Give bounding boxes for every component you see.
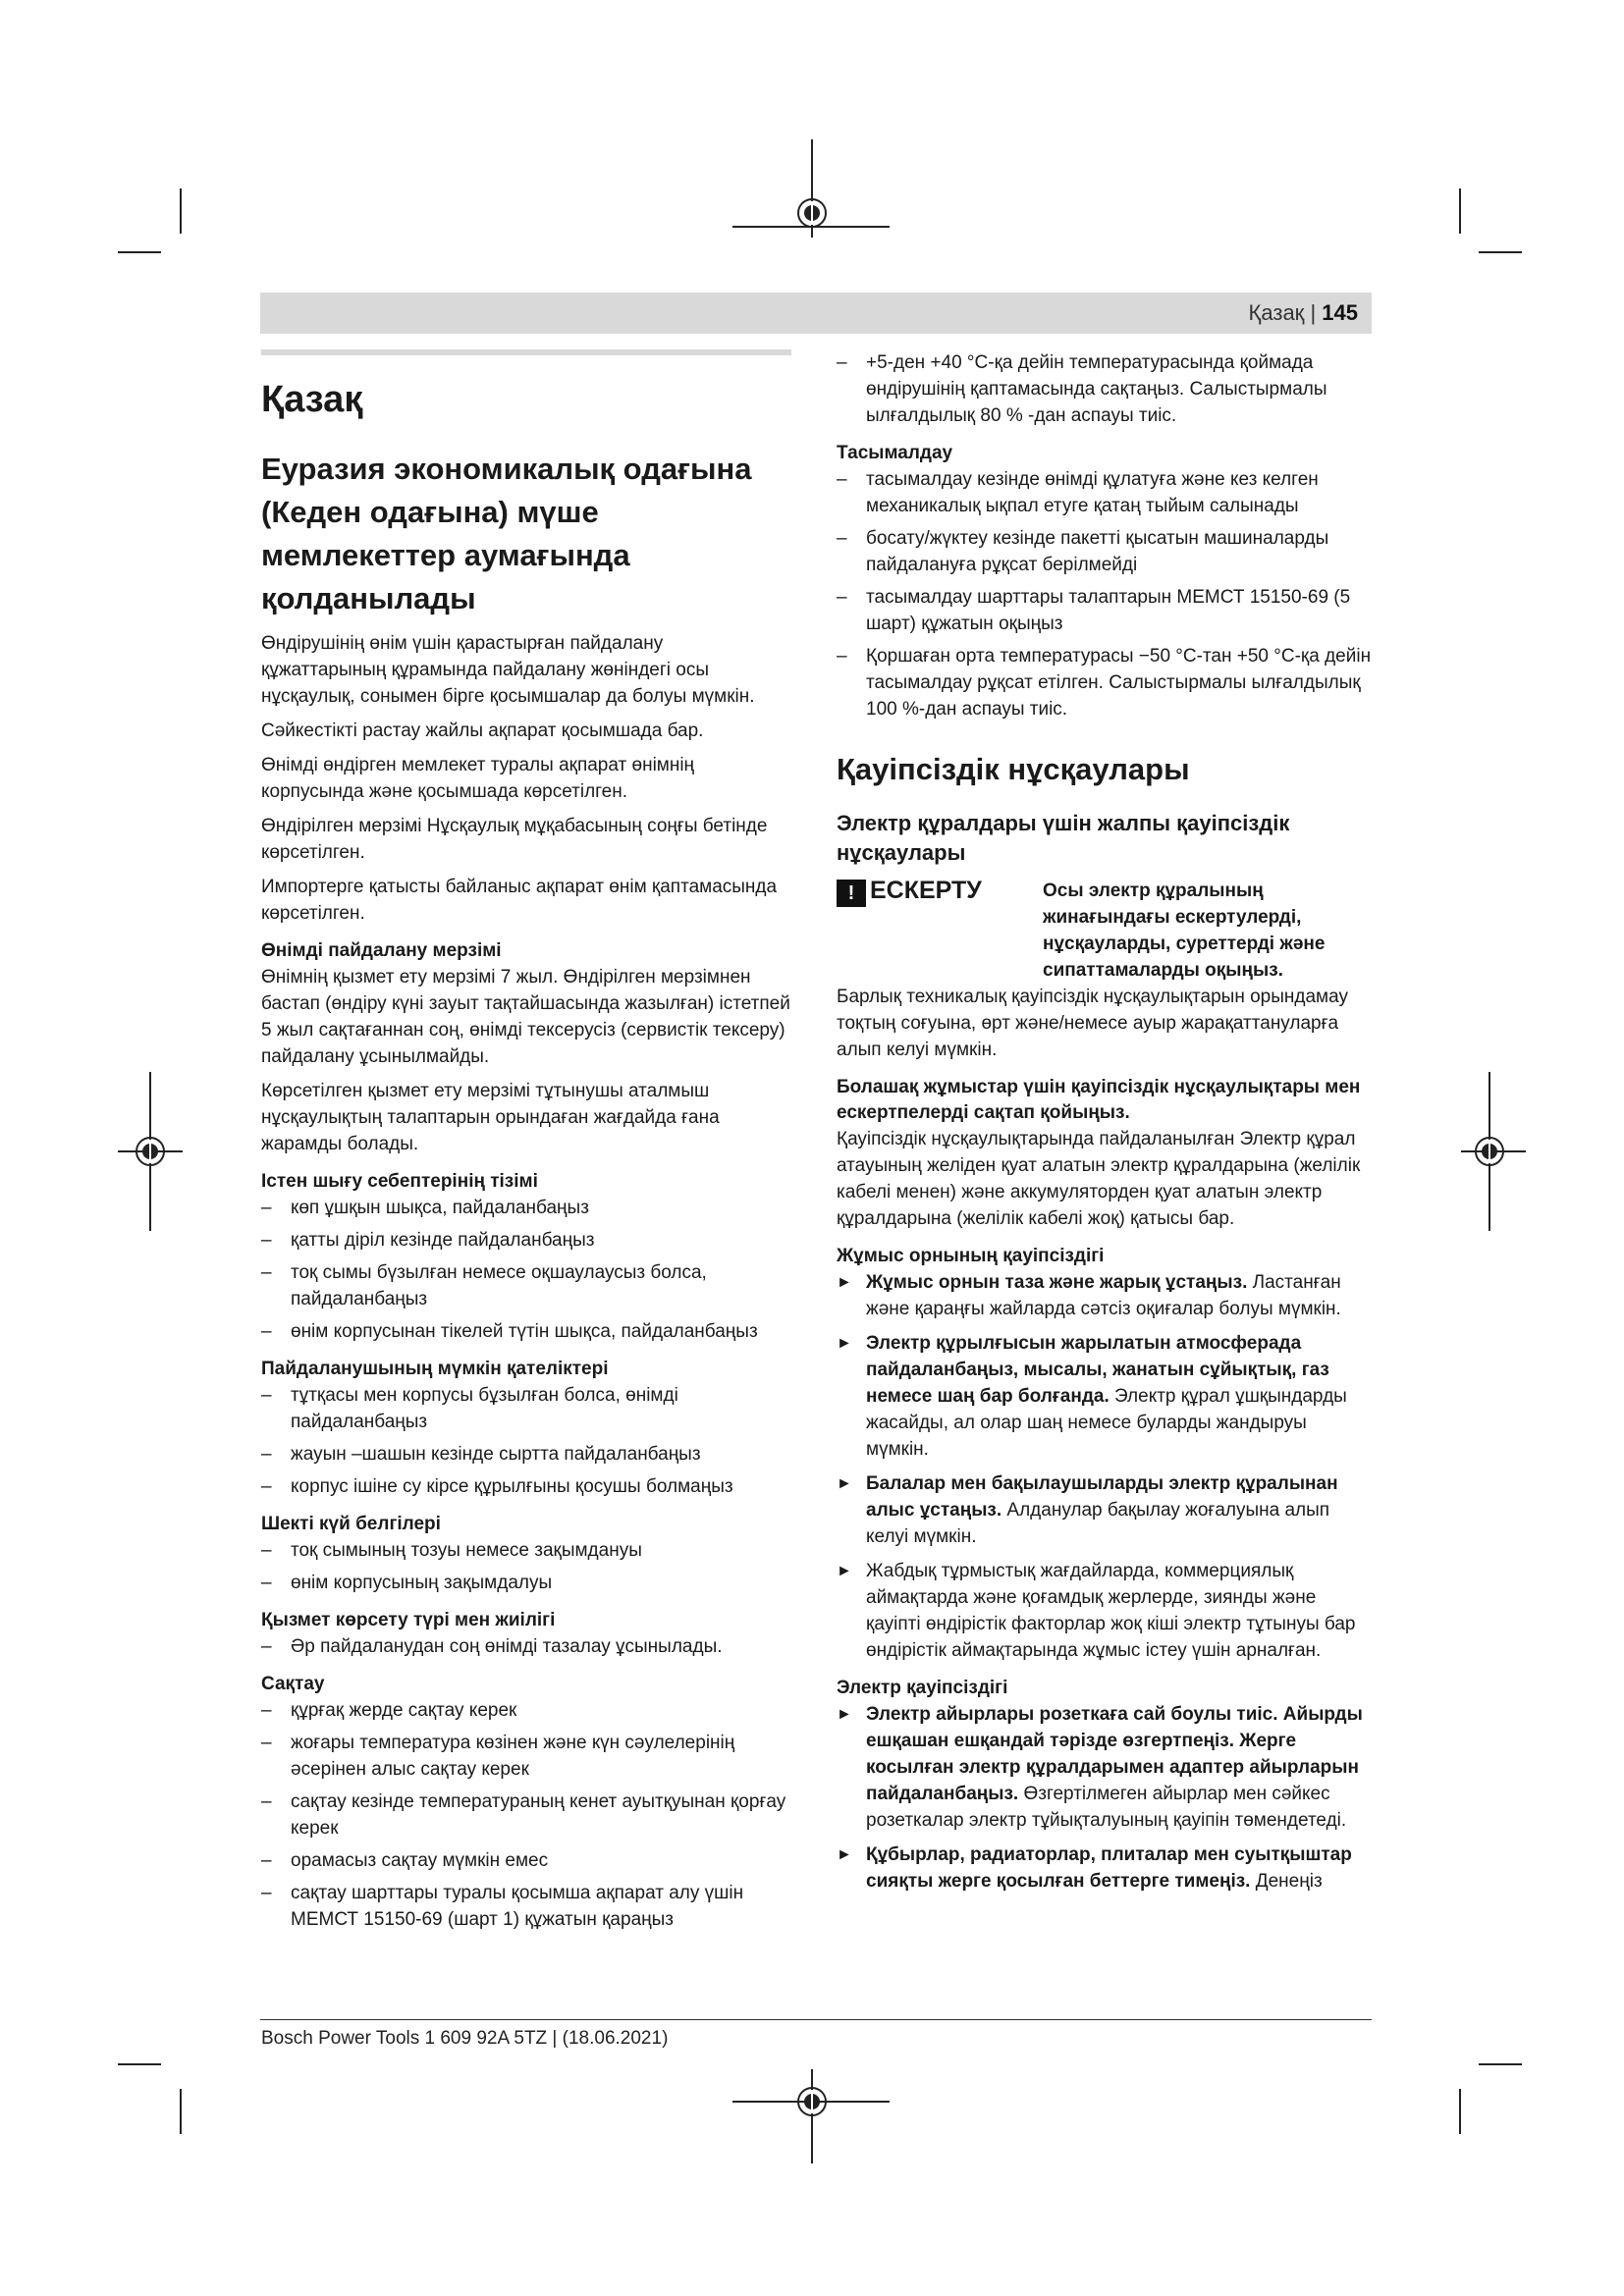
list-item bbox=[837, 1842, 1372, 1895]
list-item-text: сақтау шарттары туралы қосымша ақпарат алу үшін МЕМСТ 15150-69 (шарт 1) құжатын қараңыз bbox=[291, 1883, 744, 1930]
list-item-text: корпус ішіне су кірсе құрылғыны қосушы болмаңыз bbox=[291, 1476, 733, 1497]
dash-marker: – bbox=[837, 469, 847, 490]
list-item-bold: Құбырлар, радиаторлар, плиталар мен суытқыштар сияқты жерге қосылған беттерге тимеңіз. bbox=[866, 1844, 1352, 1892]
list-item bbox=[837, 1701, 1372, 1834]
dash-marker: – bbox=[837, 587, 847, 608]
intro-paragraph: Өндірушінің өнім үшін қарастырған пайдалану құжаттарының құрамында пайдалану жөніндегі осы нұсқаулық, сонымен бірге қосымшалар да болуы мүмкін. bbox=[261, 633, 755, 707]
list-item-text: тасымалдау шарттары талаптарын МЕМСТ 15150-69 (5 шарт) құжатын оқыңыз bbox=[866, 587, 1351, 634]
crop-mark bbox=[118, 251, 161, 253]
dash-marker: – bbox=[261, 1791, 272, 1812]
dash-marker: – bbox=[261, 1636, 272, 1657]
list-item bbox=[837, 1269, 1372, 1322]
crop-mark bbox=[1479, 2063, 1522, 2065]
list-item bbox=[261, 1847, 791, 1874]
crop-mark bbox=[180, 188, 182, 234]
list-item bbox=[837, 1558, 1372, 1664]
list-item-text: құрғақ жерде сақтау керек bbox=[291, 1700, 517, 1721]
warning-bold-text: Осы электр құралының жинағындағы ескертулерді, нұсқауларды, суреттерді және сипаттамаларды оқыңыз. bbox=[1043, 881, 1326, 981]
list-item-text: сақтау кезінде температураның кенет ауытқуынан қорғау керек bbox=[291, 1791, 786, 1839]
list-item-text: +5-ден +40 °C-қа дейін температурасында қоймада өндірушінің қаптамасында сақтаңыз. Салыстырмалы ылғалдылық 80 % -дан аспауы тиіс. bbox=[866, 352, 1327, 426]
dash-marker: – bbox=[837, 646, 847, 667]
footer-text: Bosch Power Tools 1 609 92A 5TZ | (18.06.2021) bbox=[261, 2028, 669, 2049]
electrical-safety-title: Электр қауіпсіздігі bbox=[837, 1678, 1008, 1698]
crop-mark bbox=[180, 2089, 182, 2134]
warning-text: Барлық техникалық қауіпсіздік нұсқаулықтарын орындамау тоқтың соғуына, өрт және/немесе ауыр жарақаттануларға алып келуі мүмкін. bbox=[837, 987, 1348, 1060]
list-item-text: Ластанған және қараңғы жайларда сәтсіз оқиғалар болуы мүмкін. bbox=[866, 1272, 1341, 1319]
triangle-bullet-icon: ► bbox=[837, 1475, 852, 1492]
left-column bbox=[261, 349, 791, 1939]
list-item bbox=[837, 643, 1372, 722]
triangle-bullet-icon: ► bbox=[837, 1706, 852, 1723]
header-section: Қазақ bbox=[1248, 300, 1305, 325]
list-item bbox=[261, 1382, 791, 1435]
crop-mark bbox=[1459, 188, 1461, 234]
list-item-text: тасымалдау кезінде өнімді құлатуға және кез келген механикалық ықпал етуге қатаң тыйым салынады bbox=[866, 469, 1319, 516]
list-item-text: көп ұшқын шықса, пайдаланбаңыз bbox=[291, 1198, 589, 1218]
list-item-text: Қоршаған орта температурасы −50 °C-тан +50 °C-қа дейін тасымалдау рұқсат етілген. Салыстырмалы ылғалдылық 100 %-дан аспауы тиіс. bbox=[866, 646, 1372, 720]
header-separator: | bbox=[1310, 300, 1317, 325]
list-item-text: Алданулар бақылау жоғалуына алып келуі мүмкін. bbox=[866, 1500, 1330, 1547]
list-item-text: тұтқасы мен корпусы бұзылған болса, өнімді пайдаланбаңыз bbox=[291, 1385, 678, 1432]
list-item-text: жоғары температура көзінен және күн сәулелерінің әсерінен алыс сақтау керек bbox=[291, 1733, 735, 1780]
list-item-text: өнім корпусынан тікелей түтін шықса, пайдаланбаңыз bbox=[291, 1321, 758, 1342]
usage-period-paragraph: Өнімнің қызмет ету мерзімі 7 жыл. Өндірілген мерзімнен бастап (өндіру күні зауыт тақтайшасында жазылған) істетпей 5 жыл сақтағаннан соң, өнімді тексерусіз (сервистік тексеру) пайдалану ұсынылмайды. bbox=[261, 967, 790, 1067]
list-item bbox=[261, 1537, 791, 1564]
warning-label bbox=[837, 878, 1043, 984]
dash-marker: – bbox=[837, 352, 847, 373]
list-item bbox=[837, 525, 1372, 578]
intro-paragraph: Сәйкестікті растау жайлы ақпарат қосымшада бар. bbox=[261, 721, 704, 741]
dash-marker: – bbox=[261, 1573, 272, 1593]
dash-marker: – bbox=[837, 528, 847, 549]
list-item-text: тоқ сымы бүзылған немесе оқшаулаусыз болса, пайдаланбаңыз bbox=[291, 1262, 707, 1309]
transport-title: Тасымалдау bbox=[837, 443, 953, 463]
crop-mark bbox=[118, 2063, 161, 2065]
dash-marker: – bbox=[261, 1198, 272, 1218]
triangle-bullet-icon: ► bbox=[837, 1335, 852, 1352]
registration-mark-icon bbox=[797, 198, 827, 228]
list-item bbox=[261, 1570, 791, 1596]
general-safety-title: Электр құралдары үшін жалпы қауіпсіздік нұсқаулары bbox=[837, 811, 1290, 865]
list-item-text: орамасыз сақтау мүмкін емес bbox=[291, 1850, 549, 1871]
footer-rule bbox=[260, 2019, 1372, 2020]
dash-marker: – bbox=[261, 1850, 272, 1871]
list-item-text: өнім корпусының зақымдалуы bbox=[291, 1573, 553, 1593]
list-item bbox=[261, 1730, 791, 1783]
list-item-bold: Жұмыс орнын таза және жарық ұстаңыз. bbox=[866, 1272, 1248, 1293]
list-item bbox=[261, 1697, 791, 1724]
list-item-text: қатты діріл кезінде пайдаланбаңыз bbox=[291, 1230, 595, 1251]
list-item bbox=[837, 1330, 1372, 1463]
list-item-text: Әр пайдаланудан соң өнімді тазалау ұсынылады. bbox=[291, 1636, 723, 1657]
list-item bbox=[261, 1259, 791, 1312]
list-item bbox=[261, 1227, 791, 1254]
registration-mark-icon bbox=[1475, 1137, 1504, 1166]
intro-paragraph: Импортерге қатысты байланыс ақпарат өнім қаптамасында көрсетілген. bbox=[261, 877, 778, 924]
keep-instructions-title: Болашақ жұмыстар үшін қауіпсіздік нұсқаулықтары мен ескертпелерді сақтап қойыңыз. bbox=[837, 1077, 1361, 1123]
storage-title: Сақтау bbox=[261, 1674, 325, 1694]
dash-marker: – bbox=[261, 1476, 272, 1497]
dash-marker: – bbox=[261, 1540, 272, 1561]
list-item-text: Электр құрал ұшқындарды жасайды, ал олар шаң немесе буларды жандыруы мүмкін. bbox=[866, 1386, 1347, 1460]
list-item-bold: Электр құрылғысын жарылатын атмосферада пайдаланбаңыз, мысалы, жанатын сұйықтық, газ немесе шаң бар болғанда. bbox=[866, 1333, 1329, 1407]
service-title: Қызмет көрсету түрі мен жиілігі bbox=[261, 1610, 556, 1630]
crop-mark bbox=[811, 2069, 813, 2163]
list-item-text: жауын –шашын кезінде сыртта пайдаланбаңыз bbox=[291, 1444, 701, 1465]
registration-mark-icon bbox=[797, 2087, 827, 2116]
dash-marker: – bbox=[261, 1444, 272, 1465]
list-item bbox=[261, 1195, 791, 1221]
registration-mark-icon bbox=[135, 1137, 165, 1166]
crop-mark bbox=[1459, 2089, 1461, 2134]
triangle-bullet-icon: ► bbox=[837, 1563, 852, 1579]
list-item-text: тоқ сымының тозуы немесе зақымдануы bbox=[291, 1540, 642, 1561]
keep-instructions-text: Қауіпсіздік нұсқаулықтарында пайдаланылған Электр құрал атауының желіден қуат алатын электр құралдарына (желілік кабелі менен) және аккумуляторден қуат алатын электр құралдарына (желілік кабелі жоқ) қатысы бар. bbox=[837, 1129, 1361, 1229]
workplace-safety-title: Жұмыс орнының қауіпсіздігі bbox=[837, 1246, 1105, 1266]
usage-period-paragraph: Көрсетілген қызмет ету мерзімі тұтынушы аталмыш нұсқаулықтың талаптарын орындаған жағдайда ғана жарамды болады. bbox=[261, 1081, 720, 1154]
crop-mark bbox=[1479, 251, 1522, 253]
list-item bbox=[261, 1880, 791, 1933]
warning-label-text: ЕСКЕРТУ bbox=[870, 877, 982, 904]
warning-triangle-icon: ! bbox=[837, 880, 866, 907]
dash-marker: – bbox=[261, 1883, 272, 1903]
page-header bbox=[260, 293, 1372, 334]
intro-paragraph: Өндірілген мерзімі Нұсқаулық мұқабасының соңғы бетінде көрсетілген. bbox=[261, 816, 768, 863]
list-item bbox=[837, 584, 1372, 637]
intro-paragraph: Өнімді өндірген мемлекет туралы ақпарат өнімнің корпусында және қосымшада көрсетілген. bbox=[261, 755, 695, 802]
triangle-bullet-icon: ► bbox=[837, 1846, 852, 1863]
list-item bbox=[261, 1441, 791, 1468]
user-errors-title: Пайдаланушының мүмкін қателіктері bbox=[261, 1359, 609, 1379]
list-item-text: Денеңіз bbox=[1250, 1871, 1323, 1892]
list-item-text: Өзгертілмеген айырлар мен сәйкес розеткалар электр тұйықталуының қауіпін төмендетеді. bbox=[866, 1784, 1347, 1831]
list-item bbox=[837, 466, 1372, 519]
limit-signs-title: Шекті күй белгілері bbox=[261, 1514, 441, 1534]
section-title: Еуразия экономикалық одағына (Кеден одағына) мүше мемлекеттер аумағында қолданылады bbox=[261, 452, 752, 615]
list-item bbox=[261, 1318, 791, 1345]
dash-marker: – bbox=[261, 1385, 272, 1406]
dash-marker: – bbox=[261, 1700, 272, 1721]
list-item bbox=[837, 349, 1372, 429]
page-number: 145 bbox=[1322, 300, 1358, 325]
list-item bbox=[261, 1633, 791, 1660]
language-title: Қазақ bbox=[261, 379, 363, 420]
header-text bbox=[1249, 300, 1358, 326]
dash-marker: – bbox=[261, 1733, 272, 1753]
dash-marker: – bbox=[261, 1321, 272, 1342]
list-item bbox=[261, 1789, 791, 1842]
dash-marker: – bbox=[261, 1230, 272, 1251]
right-column bbox=[837, 349, 1372, 1902]
list-item bbox=[837, 1470, 1372, 1550]
list-item-bold: Балалар мен бақылаушыларды электр құралынан алыс ұстаңыз. bbox=[866, 1473, 1338, 1521]
list-item-text: босату/жүктеу кезінде пакетті қысатын машиналарды пайдалануға рұқсат берілмейді bbox=[866, 528, 1329, 575]
warning-block bbox=[837, 878, 1372, 984]
list-item bbox=[261, 1473, 791, 1500]
failure-causes-title: Істен шығу себептерінің тізімі bbox=[261, 1171, 538, 1192]
list-item-bold: Электр айырлары розеткаға сай боулы тиіс. Айырды ешқашан ешқандай тәрізде өзгертпеңіз. Жерге косылған электр құралдарымен адаптер айырларын пайдаланбаңыз. bbox=[866, 1704, 1363, 1804]
triangle-bullet-icon: ► bbox=[837, 1274, 852, 1291]
usage-period-title: Өнімді пайдалану мерзімі bbox=[261, 940, 502, 961]
dash-marker: – bbox=[261, 1262, 272, 1283]
safety-title: Қауіпсіздік нұсқаулары bbox=[837, 752, 1190, 786]
list-item-text: Жабдық тұрмыстық жағдайларда, коммерциялық аймақтарда және қоғамдық жерлерде, зиянды және қауіпті өндірістік факторлар жоқ кіші электр тұтынуы бар өндірістік аймақтарында жұмыс істеу үшін арналған. bbox=[866, 1561, 1356, 1661]
